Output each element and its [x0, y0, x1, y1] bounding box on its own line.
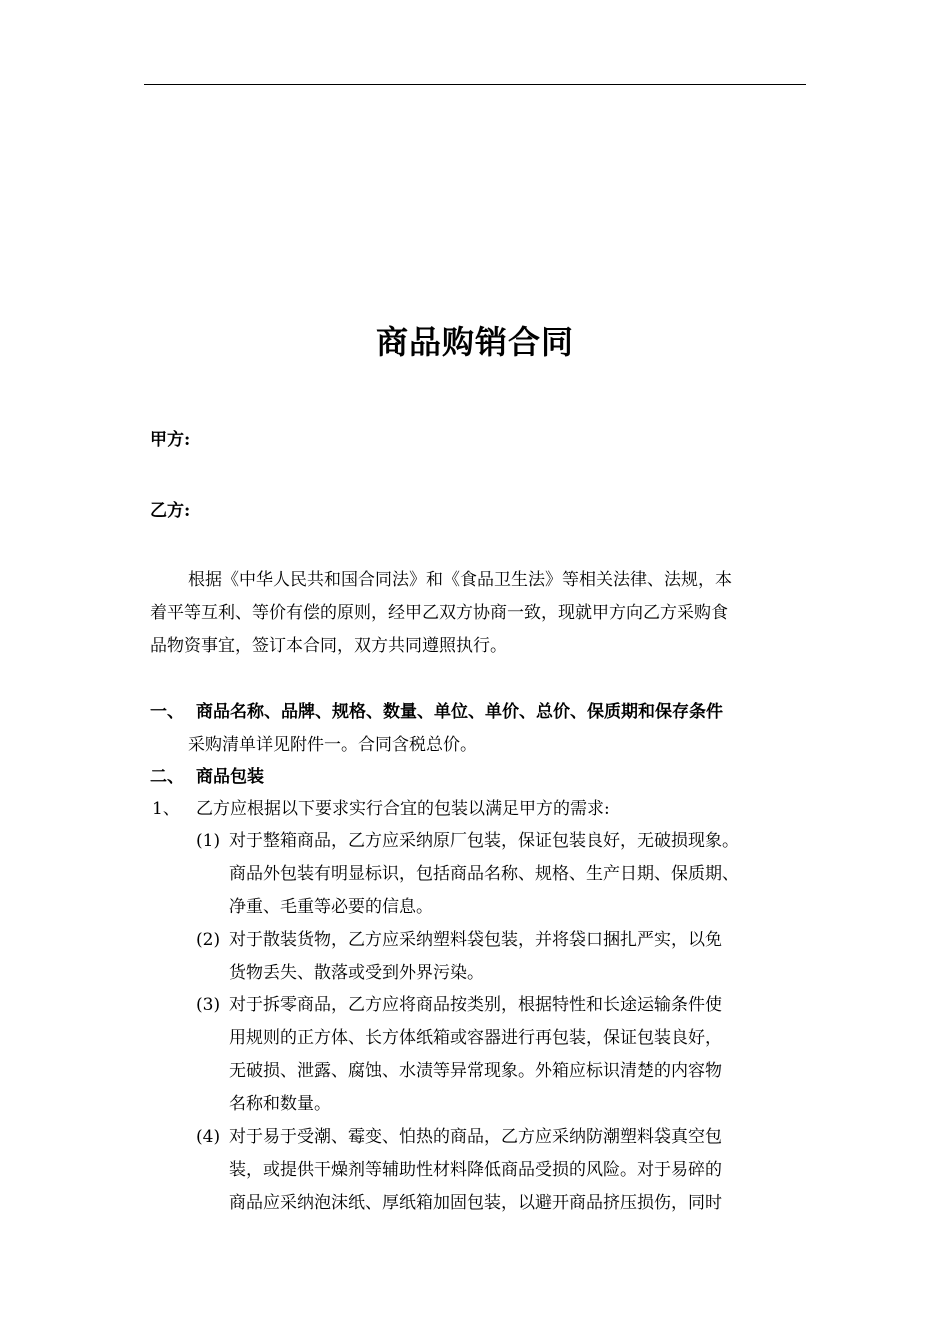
section-1-number: 一、	[150, 702, 184, 722]
sub-item-line: 对于散装货物，乙方应采纳塑料袋包装，并将袋口捆扎严实，以免	[229, 930, 722, 950]
sub-item-line: 货物丢失、散落或受到外界污染。	[229, 963, 484, 983]
sub-item-marker: (2)	[196, 930, 221, 950]
section-2-heading: 商品包装	[196, 767, 264, 787]
sub-item-marker: (1)	[196, 831, 221, 851]
item-1-number: 1、	[152, 799, 180, 819]
sub-item-line: 名称和数量。	[229, 1094, 331, 1114]
sub-item-line: 商品外包装有明显标识，包括商品名称、规格、生产日期、保质期、	[229, 864, 739, 884]
document-title: 商品购销合同	[375, 323, 574, 361]
sub-item-marker: (3)	[196, 995, 221, 1015]
preamble-line: 根据《中华人民共和国合同法》和《食品卫生法》等相关法律、法规，本	[188, 570, 732, 590]
section-2-number: 二、	[150, 767, 184, 787]
sub-item-marker: (4)	[196, 1127, 221, 1147]
preamble-line: 品物资事宜，签订本合同，双方共同遵照执行。	[150, 636, 507, 656]
sub-item-line: 净重、毛重等必要的信息。	[229, 897, 433, 917]
preamble-line: 着平等互利、等价有偿的原则，经甲乙双方协商一致，现就甲方向乙方采购食	[150, 603, 728, 623]
sub-item-line: 对于整箱商品，乙方应采纳原厂包装，保证包装良好，无破损现象。	[229, 831, 739, 851]
sub-item-line: 对于易于受潮、霉变、怕热的商品，乙方应采纳防潮塑料袋真空包	[229, 1127, 722, 1147]
sub-item-line: 对于拆零商品，乙方应将商品按类别，根据特性和长途运输条件使	[229, 995, 722, 1015]
item-1-text: 乙方应根据以下要求实行合宜的包装以满足甲方的需求:	[196, 799, 610, 819]
sub-item-line: 用规则的正方体、长方体纸箱或容器进行再包装，保证包装良好，	[229, 1028, 722, 1048]
sub-item-line: 商品应采纳泡沫纸、厚纸箱加固包装，以避开商品挤压损伤，同时	[229, 1193, 722, 1213]
header-rule	[144, 84, 806, 85]
sub-item-line: 装，或提供干燥剂等辅助性材料降低商品受损的风险。对于易碎的	[229, 1160, 722, 1180]
party-a-label: 甲方:	[150, 430, 191, 450]
section-1-heading: 商品名称、品牌、规格、数量、单位、单价、总价、保质期和保存条件	[196, 702, 723, 722]
party-b-label: 乙方:	[150, 501, 191, 521]
sub-item-line: 无破损、泄露、腐蚀、水渍等异常现象。外箱应标识清楚的内容物	[229, 1061, 722, 1081]
section-1-body: 采购清单详见附件一。合同含税总价。	[188, 735, 477, 755]
